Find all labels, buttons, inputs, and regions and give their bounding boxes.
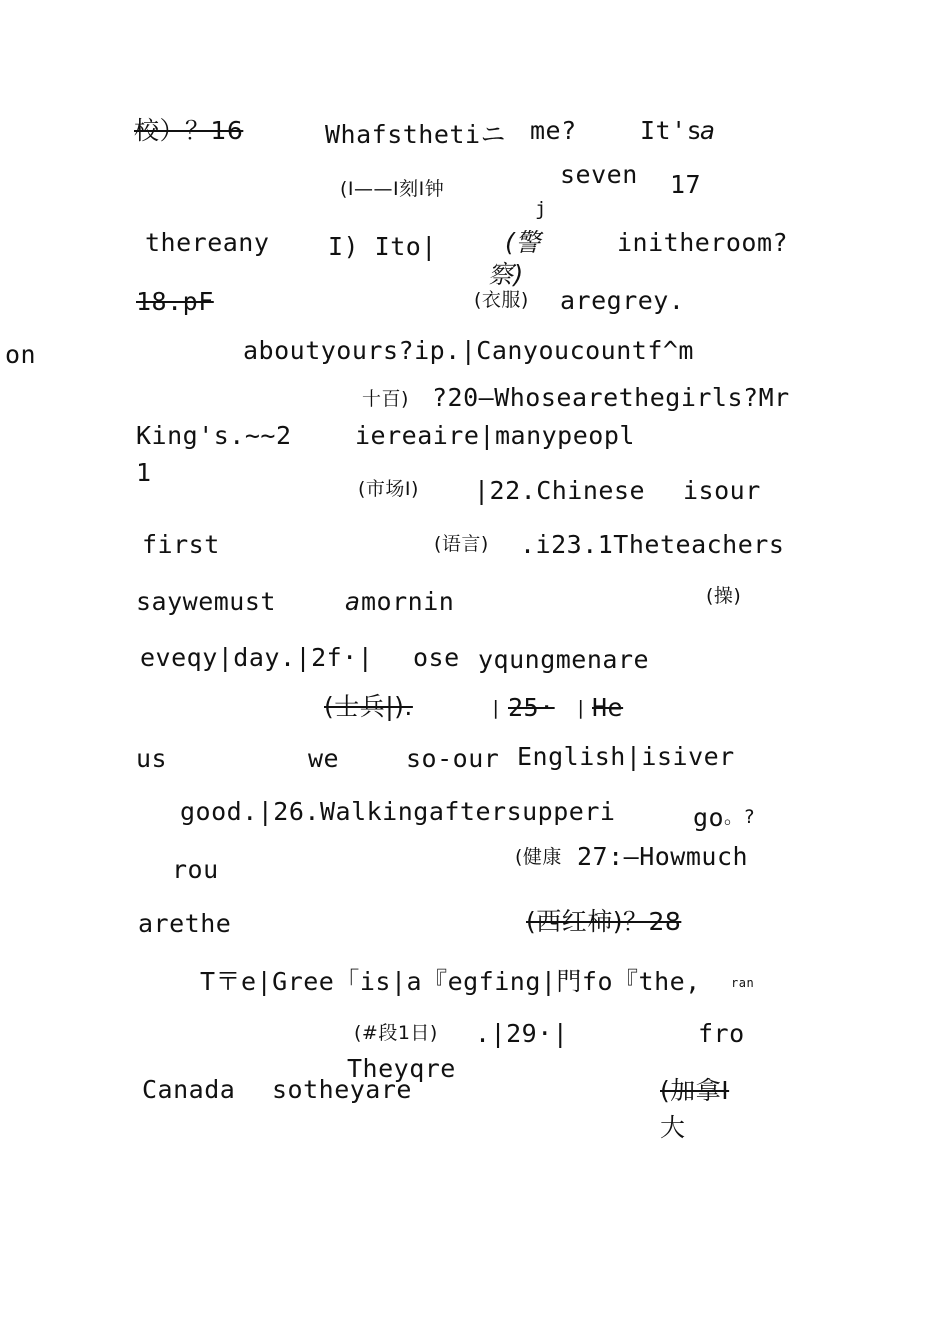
text-fragment: Theyqre bbox=[347, 1054, 456, 1083]
text-fragment: He bbox=[592, 693, 624, 722]
text-fragment: (加拿I bbox=[660, 1076, 730, 1105]
text-fragment: sotheyare bbox=[272, 1075, 412, 1104]
text-fragment: King's.~~2 bbox=[136, 421, 292, 450]
text-fragment: first bbox=[142, 530, 220, 559]
text-fragment: a bbox=[700, 116, 716, 145]
text-fragment: (健康 bbox=[515, 846, 562, 868]
text-fragment: 校）？16 bbox=[134, 116, 244, 145]
text-fragment: Whafsthetiニ bbox=[325, 120, 507, 149]
text-fragment: (语言) bbox=[434, 533, 489, 555]
text-fragment: English|isiver bbox=[517, 742, 735, 771]
text-fragment: mornin bbox=[361, 587, 455, 616]
text-fragment: initheroom? bbox=[617, 228, 789, 257]
text-fragment: aregrey. bbox=[560, 286, 685, 315]
text-fragment: thereany bbox=[145, 228, 270, 257]
text-fragment: 17 bbox=[670, 170, 702, 199]
text-fragment: (I——I刻I钟 bbox=[340, 178, 445, 200]
text-fragment: (#段1日) bbox=[354, 1022, 438, 1044]
text-fragment: good.|26.Walkingaftersupperi bbox=[180, 797, 616, 826]
text-fragment: 十百) bbox=[362, 388, 409, 410]
text-fragment: (操) bbox=[706, 585, 742, 607]
text-fragment: saywemust bbox=[136, 587, 276, 616]
text-fragment: (警 bbox=[505, 228, 541, 257]
text-fragment: iereaire|manypeopl bbox=[355, 421, 635, 450]
text-fragment: T〒e|Gree「is|a『egfing|門fo『the, bbox=[200, 967, 701, 996]
text-fragment: on bbox=[5, 340, 37, 369]
text-fragment: ?20—Whosearethegirls?Mr bbox=[432, 383, 790, 412]
text-fragment: go bbox=[693, 803, 725, 832]
text-fragment: 27:—Howmuch bbox=[577, 842, 749, 871]
text-fragment: a bbox=[345, 587, 361, 616]
text-fragment: |22.Chinese bbox=[474, 476, 646, 505]
text-fragment: us bbox=[136, 744, 168, 773]
text-fragment: 大 bbox=[660, 1113, 686, 1142]
text-fragment: aboutyours?ip.|Canyoucountf^m bbox=[243, 336, 694, 365]
text-fragment: fro bbox=[698, 1019, 745, 1048]
text-fragment: (西红柿)？28 bbox=[526, 907, 682, 936]
text-fragment: 1 bbox=[136, 458, 152, 487]
text-fragment: | bbox=[490, 697, 502, 719]
text-fragment: j bbox=[535, 198, 547, 220]
text-fragment: Canada bbox=[142, 1075, 236, 1104]
text-fragment: rou bbox=[172, 855, 219, 884]
text-fragment: (衣服) bbox=[474, 289, 529, 311]
text-fragment: so-our bbox=[406, 744, 500, 773]
text-fragment: ran bbox=[731, 976, 755, 990]
text-fragment: .i23.1Theteachers bbox=[520, 530, 785, 559]
text-fragment: eveqy|day.|2f·| bbox=[140, 643, 374, 672]
text-fragment: 25· bbox=[508, 693, 555, 722]
text-fragment: .|29·| bbox=[475, 1019, 569, 1048]
text-fragment: isour bbox=[683, 476, 761, 505]
text-fragment: It's bbox=[640, 116, 703, 145]
text-fragment: 。? bbox=[724, 806, 756, 828]
text-fragment: me? bbox=[530, 116, 577, 145]
text-fragment: I) Ito| bbox=[328, 232, 437, 261]
text-fragment: 察) bbox=[488, 260, 524, 289]
text-fragment: yqungmenare bbox=[478, 645, 650, 674]
text-fragment: seven bbox=[560, 160, 638, 189]
text-fragment: we bbox=[308, 744, 340, 773]
text-fragment: | bbox=[575, 697, 587, 719]
text-fragment: (士兵|). bbox=[324, 692, 413, 721]
text-fragment: 18.pF bbox=[136, 287, 214, 316]
text-fragment: arethe bbox=[138, 909, 232, 938]
text-fragment: (市场I) bbox=[358, 478, 419, 500]
text-fragment: ose bbox=[413, 643, 460, 672]
